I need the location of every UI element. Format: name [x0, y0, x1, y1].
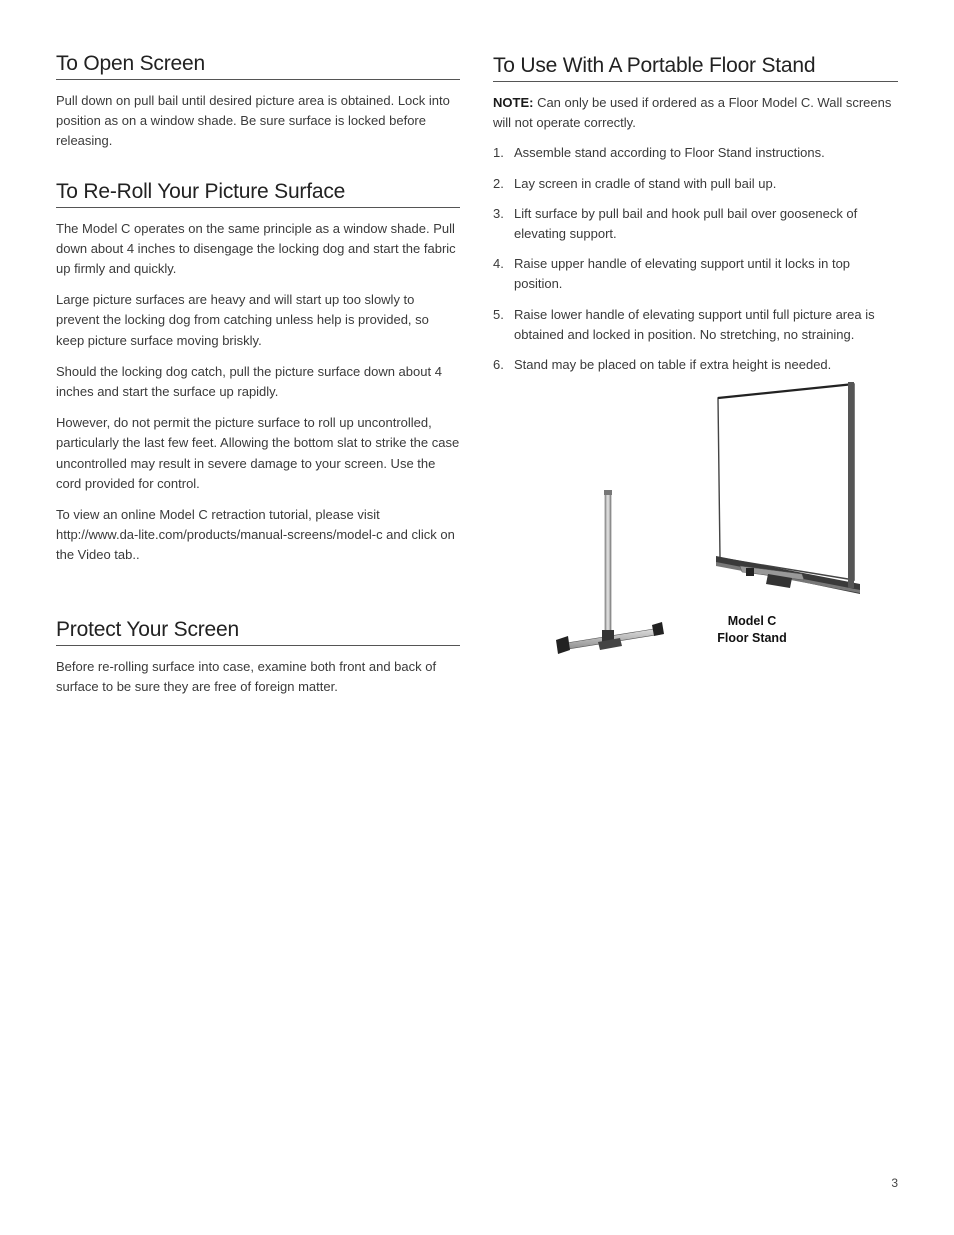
list-item: [493, 305, 898, 345]
step-number: 1.: [493, 145, 504, 161]
step-number: 4.: [493, 256, 504, 272]
list-item: [493, 143, 898, 163]
right-column: [493, 52, 898, 385]
screen-unit: [716, 382, 860, 594]
floor-stand-heading: To Use With A Portable Floor Stand: [493, 54, 898, 82]
step-text: Lift surface by pull bail and hook pull bail over gooseneck of elevating support.: [514, 205, 858, 242]
reroll-section: [56, 180, 460, 566]
steps-list: [493, 143, 898, 375]
page-number: 3: [891, 1176, 898, 1190]
protect-heading: Protect Your Screen: [56, 618, 460, 646]
step-text: Lay screen in cradle of stand with pull bail up.: [514, 175, 777, 191]
open-screen-heading: To Open Screen: [56, 52, 460, 80]
protect-section: [56, 618, 460, 697]
step-number: 2.: [493, 175, 504, 191]
step-text: Raise upper handle of elevating support until it locks in top position.: [514, 256, 851, 292]
reroll-paragraph: Large picture surfaces are heavy and will start up too slowly to prevent the locking dog from catching unless help is provided, so keep picture surface moving briskly.: [56, 292, 429, 348]
caption-line: Floor Stand: [717, 631, 787, 645]
open-screen-paragraph: Pull down on pull bail until desired picture area is obtained. Lock into position as on a window shade. Be sure surface is locked before releasing.: [56, 93, 450, 149]
step-text: Raise lower handle of elevating support until full picture area is obtained and locked in position. No stretching, no straining.: [514, 306, 875, 342]
list-item: [493, 204, 898, 244]
reroll-paragraph: Should the locking dog catch, pull the picture surface down about 4 inches and start the surface up rapidly.: [56, 363, 442, 400]
list-item: [493, 254, 898, 294]
step-text: Stand may be placed on table if extra height is needed.: [514, 357, 832, 373]
list-item: [493, 355, 898, 375]
note-paragraph: [493, 93, 898, 133]
step-number: 6.: [493, 357, 504, 373]
reroll-tutorial-paragraph: To view an online Model C retraction tutorial, please visit http://www.da-lite.com/products/manual-screens/model-c and click on the Video tab..: [56, 507, 455, 563]
note-text: Can only be used if ordered as a Floor Model C. Wall screens will not operate correctly.: [493, 95, 892, 131]
reroll-paragraph: However, do not permit the picture surface to roll up uncontrolled, particularly the last few feet. Allowing the bottom slat to strike the case uncontrolled may result in severe damage to your screen. Use the cord provided for control.: [56, 415, 460, 491]
list-item: [493, 174, 898, 194]
stand-unit: [556, 490, 664, 654]
figure-caption: [706, 613, 798, 647]
step-text: Assemble stand according to Floor Stand instructions.: [514, 145, 825, 161]
left-column: [56, 52, 460, 697]
reroll-heading: To Re-Roll Your Picture Surface: [56, 180, 460, 208]
reroll-paragraph: The Model C operates on the same principle as a window shade. Pull down about 4 inches to disengage the locking dog and start the fabric up firmly and quickly.: [56, 220, 456, 277]
step-number: 5.: [493, 306, 504, 322]
caption-line: Model C: [727, 614, 777, 628]
protect-paragraph: Before re-rolling surface into case, examine both front and back of surface to be sure they are free of foreign matter.: [56, 658, 437, 694]
step-number: 3.: [493, 205, 504, 221]
note-label: NOTE:: [493, 95, 534, 110]
